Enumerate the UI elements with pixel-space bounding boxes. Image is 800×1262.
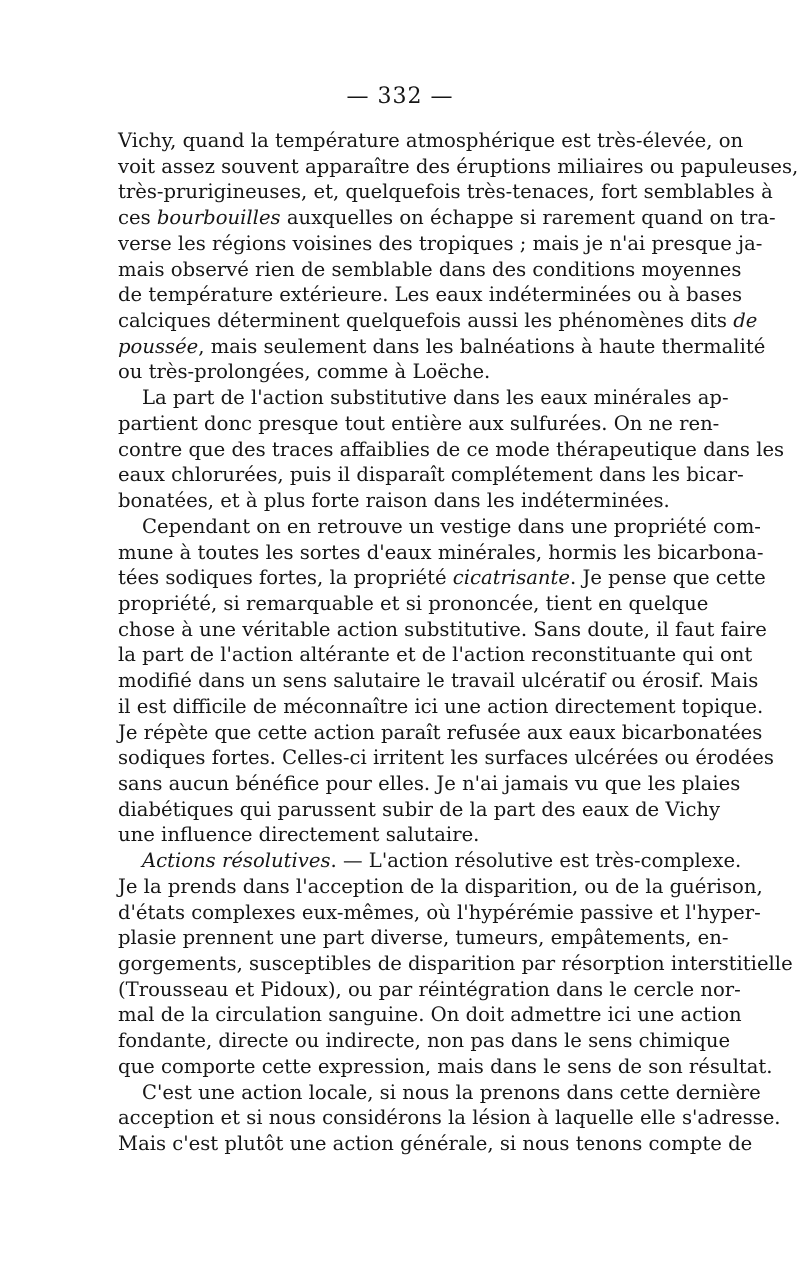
italic-text: cicatrisante: [452, 566, 571, 590]
text-run: chose à une véritable action substitutive. Sans doute, il faut faire: [118, 617, 767, 641]
text-line: [118, 874, 763, 900]
italic-text: bourbouilles: [156, 206, 281, 230]
text-line: [118, 540, 764, 566]
text-run: une influence directement salutaire.: [118, 823, 480, 847]
text-line: [118, 900, 761, 926]
text-run: C'est une action locale, si nous la prenons dans cette dernière: [142, 1080, 761, 1104]
text-line: [118, 925, 729, 951]
paragraph: [118, 514, 774, 848]
text-run: il est difficile de méconnaître ici une action directement topique.: [118, 694, 764, 718]
text-line: [118, 1131, 753, 1157]
text-run: mune à toutes les sortes d'eaux minérales, hormis les bicarbona-: [118, 540, 764, 564]
italic-text: de: [733, 309, 758, 333]
text-line: [118, 308, 758, 334]
paragraph: [118, 848, 793, 1079]
text-line: [118, 822, 678, 848]
text-line: [118, 617, 767, 643]
text-run: d'états complexes eux-mêmes, où l'hypérémie passive et l'hyper-: [118, 900, 761, 924]
body-text: [118, 128, 799, 1157]
text-run: modifié dans un sens salutaire le travail ulcératif ou érosif. Mais: [118, 669, 759, 693]
text-line: [118, 385, 729, 411]
text-run: voit assez souvent apparaître des éruptions miliaires ou papuleuses,: [118, 154, 799, 178]
text-run: que comporte cette expression, mais dans le sens de son résultat.: [118, 1054, 773, 1078]
text-run: eaux chlorurées, puis il disparaît complétement dans les bicar-: [118, 463, 744, 487]
text-run: très-prurigineuses, et, quelquefois très-tenaces, fort semblables à: [118, 180, 773, 204]
text-run: (Trousseau et Pidoux), ou par réintégration dans le cercle nor-: [118, 977, 741, 1001]
text-line: [118, 437, 785, 463]
paragraph: [118, 385, 785, 514]
text-run: auxquelles on échappe si rarement quand on tra-: [280, 206, 776, 230]
text-run: Vichy, quand la température atmosphérique est très-élevée, on: [118, 129, 744, 152]
text-line: [118, 1105, 781, 1131]
text-run: ou très-prolongées, comme à Loëche.: [118, 360, 491, 384]
text-run: verse les régions voisines des tropiques ; mais je n'ai presque ja-: [118, 231, 763, 255]
text-run: Cependant on en retrouve un vestige dans une propriété com-: [142, 514, 761, 538]
text-line: [118, 231, 763, 257]
italic-text: Actions résolutives: [142, 849, 331, 873]
text-line: [118, 694, 764, 720]
text-line: [118, 591, 709, 617]
text-line: [118, 1028, 731, 1054]
text-run: . Je pense que cette: [570, 566, 766, 590]
text-run: ces: [118, 206, 157, 230]
text-run: propriété, si remarquable et si prononcée, tient en quelque: [118, 591, 709, 615]
text-line: [118, 720, 763, 746]
text-run: fondante, directe ou indirecte, non pas dans le sens chimique: [118, 1029, 731, 1053]
text-run: calciques déterminent quelquefois aussi les phénomènes dits: [118, 309, 734, 333]
text-line: [118, 128, 744, 154]
text-line: [118, 462, 744, 488]
text-line: [118, 488, 678, 514]
text-line: [118, 1002, 742, 1028]
text-line: [118, 359, 678, 385]
text-line: [118, 179, 773, 205]
text-line: [118, 257, 742, 283]
paragraph: [118, 1080, 781, 1157]
text-line: [118, 282, 743, 308]
text-run: Je la prends dans l'acception de la disparition, ou de la guérison,: [118, 874, 763, 898]
text-run: bonatées, et à plus forte raison dans les indéterminées.: [118, 489, 670, 513]
text-run: . — L'action résolutive est très-complexe.: [330, 849, 742, 873]
paragraph: [118, 128, 799, 385]
text-run: , mais seulement dans les balnéations à haute thermalité: [198, 334, 766, 358]
text-line: [118, 411, 720, 437]
text-run: tées sodiques fortes, la propriété: [118, 566, 453, 590]
text-line: [118, 642, 753, 668]
text-run: de température extérieure. Les eaux indéterminées ou à bases: [118, 283, 743, 307]
text-line: [118, 771, 741, 797]
text-line: [118, 797, 721, 823]
text-line: [118, 977, 741, 1003]
text-run: la part de l'action altérante et de l'action reconstituante qui ont: [118, 643, 753, 667]
text-run: La part de l'action substitutive dans les eaux minérales ap-: [142, 386, 729, 410]
text-line: [118, 951, 793, 977]
text-run: acception et si nous considérons la lésion à laquelle elle s'adresse.: [118, 1106, 781, 1130]
text-run: gorgements, susceptibles de disparition par résorption interstitielle: [118, 952, 793, 975]
text-run: Je répète que cette action paraît refusée aux eaux bicarbonatées: [118, 720, 763, 744]
text-line: [118, 154, 799, 180]
text-run: mais observé rien de semblable dans des conditions moyennes: [118, 257, 742, 281]
text-run: mal de la circulation sanguine. On doit admettre ici une action: [118, 1003, 742, 1027]
text-run: contre que des traces affaiblies de ce mode thérapeutique dans les: [118, 437, 785, 461]
text-line: [118, 1054, 773, 1080]
text-line: [118, 205, 776, 231]
text-run: plasie prennent une part diverse, tumeurs, empâtements, en-: [118, 926, 729, 950]
text-line: [118, 848, 742, 874]
text-run: sodiques fortes. Celles-ci irritent les surfaces ulcérées ou érodées: [118, 746, 774, 770]
text-run: diabétiques qui parussent subir de la part des eaux de Vichy: [118, 797, 721, 821]
text-line: [118, 1080, 761, 1106]
text-run: partient donc presque tout entière aux sulfurées. On ne ren-: [118, 411, 720, 435]
text-run: sans aucun bénéfice pour elles. Je n'ai jamais vu que les plaies: [118, 771, 741, 795]
page-number: — 332 —: [346, 84, 454, 109]
text-line: [118, 565, 766, 591]
text-run: Mais c'est plutôt une action générale, si nous tenons compte de: [118, 1132, 753, 1156]
text-line: [118, 334, 766, 360]
text-line: [118, 514, 761, 540]
text-line: [118, 668, 759, 694]
italic-text: poussée: [118, 334, 199, 358]
text-line: [118, 745, 774, 771]
